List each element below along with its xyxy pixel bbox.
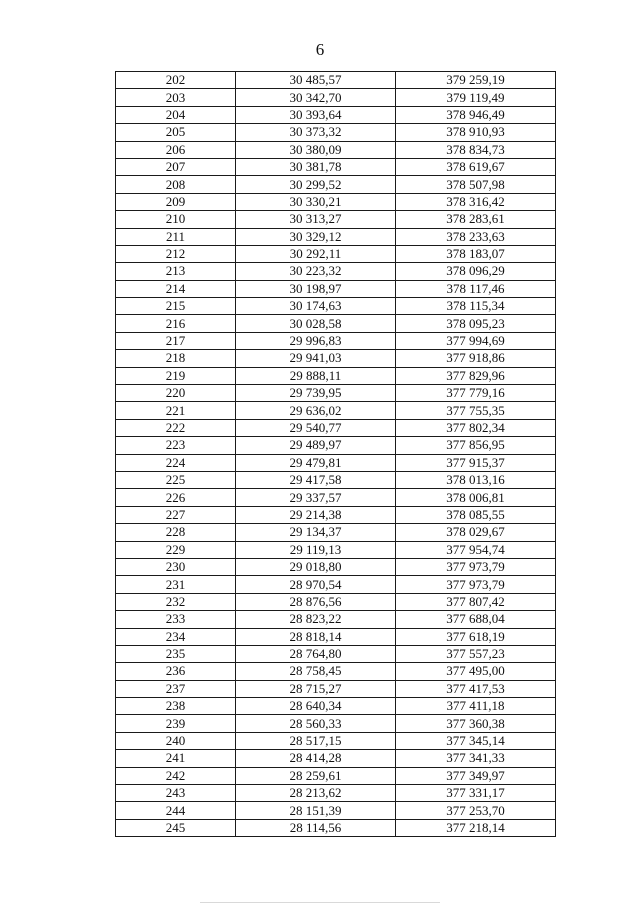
x-coordinate-cell: 28 640,34: [236, 698, 396, 715]
table-row: [116, 124, 556, 141]
x-coordinate-cell: 30 342,70: [236, 89, 396, 106]
table-row: [116, 106, 556, 123]
point-number-cell: 224: [116, 454, 236, 471]
table-row: [116, 593, 556, 610]
coordinates-table: [115, 71, 556, 837]
point-number-cell: 209: [116, 193, 236, 210]
x-coordinate-cell: 30 380,09: [236, 141, 396, 158]
y-coordinate-cell: 377 341,33: [396, 750, 556, 767]
point-number-cell: 240: [116, 732, 236, 749]
x-coordinate-cell: 28 259,61: [236, 767, 396, 784]
point-number-cell: 205: [116, 124, 236, 141]
point-number-cell: 208: [116, 176, 236, 193]
y-coordinate-cell: 378 029,67: [396, 524, 556, 541]
y-coordinate-cell: 378 910,93: [396, 124, 556, 141]
point-number-cell: 234: [116, 628, 236, 645]
y-coordinate-cell: 377 349,97: [396, 767, 556, 784]
table-row: [116, 767, 556, 784]
table-row: [116, 558, 556, 575]
x-coordinate-cell: 29 018,80: [236, 558, 396, 575]
table-row: [116, 72, 556, 89]
x-coordinate-cell: 30 313,27: [236, 211, 396, 228]
table-row: [116, 576, 556, 593]
table-row: [116, 193, 556, 210]
x-coordinate-cell: 29 540,77: [236, 419, 396, 436]
table-row: [116, 437, 556, 454]
point-number-cell: 238: [116, 698, 236, 715]
x-coordinate-cell: 29 337,57: [236, 489, 396, 506]
point-number-cell: 215: [116, 298, 236, 315]
y-coordinate-cell: 377 954,74: [396, 541, 556, 558]
point-number-cell: 231: [116, 576, 236, 593]
point-number-cell: 235: [116, 645, 236, 662]
table-body: [116, 72, 556, 837]
point-number-cell: 202: [116, 72, 236, 89]
y-coordinate-cell: 378 183,07: [396, 245, 556, 262]
table-row: [116, 454, 556, 471]
table-row: [116, 506, 556, 523]
table-row: [116, 750, 556, 767]
table-row: [116, 228, 556, 245]
x-coordinate-cell: 28 715,27: [236, 680, 396, 697]
y-coordinate-cell: 378 507,98: [396, 176, 556, 193]
y-coordinate-cell: 377 345,14: [396, 732, 556, 749]
x-coordinate-cell: 28 970,54: [236, 576, 396, 593]
point-number-cell: 213: [116, 263, 236, 280]
table-row: [116, 680, 556, 697]
y-coordinate-cell: 377 755,35: [396, 402, 556, 419]
y-coordinate-cell: 377 994,69: [396, 332, 556, 349]
table-row: [116, 298, 556, 315]
page-number: 6: [315, 40, 325, 59]
table-row: [116, 263, 556, 280]
point-number-cell: 239: [116, 715, 236, 732]
x-coordinate-cell: 29 214,38: [236, 506, 396, 523]
y-coordinate-cell: 378 117,46: [396, 280, 556, 297]
y-coordinate-cell: 377 218,14: [396, 819, 556, 836]
point-number-cell: 225: [116, 471, 236, 488]
table-row: [116, 211, 556, 228]
table-row: [116, 524, 556, 541]
x-coordinate-cell: 29 479,81: [236, 454, 396, 471]
table-row: [116, 158, 556, 175]
x-coordinate-cell: 30 330,21: [236, 193, 396, 210]
y-coordinate-cell: 377 331,17: [396, 785, 556, 802]
point-number-cell: 230: [116, 558, 236, 575]
table-row: [116, 698, 556, 715]
table-row: [116, 245, 556, 262]
x-coordinate-cell: 28 517,15: [236, 732, 396, 749]
table-row: [116, 802, 556, 819]
x-coordinate-cell: 30 393,64: [236, 106, 396, 123]
table-row: [116, 541, 556, 558]
y-coordinate-cell: 377 829,96: [396, 367, 556, 384]
x-coordinate-cell: 28 414,28: [236, 750, 396, 767]
point-number-cell: 228: [116, 524, 236, 541]
table-row: [116, 611, 556, 628]
y-coordinate-cell: 378 115,34: [396, 298, 556, 315]
point-number-cell: 233: [116, 611, 236, 628]
y-coordinate-cell: 378 095,23: [396, 315, 556, 332]
x-coordinate-cell: 30 223,32: [236, 263, 396, 280]
table-row: [116, 732, 556, 749]
table-row: [116, 419, 556, 436]
y-coordinate-cell: 377 918,86: [396, 350, 556, 367]
y-coordinate-cell: 379 119,49: [396, 89, 556, 106]
point-number-cell: 203: [116, 89, 236, 106]
x-coordinate-cell: 29 417,58: [236, 471, 396, 488]
y-coordinate-cell: 377 807,42: [396, 593, 556, 610]
point-number-cell: 218: [116, 350, 236, 367]
y-coordinate-cell: 379 259,19: [396, 72, 556, 89]
point-number-cell: 221: [116, 402, 236, 419]
x-coordinate-cell: 28 823,22: [236, 611, 396, 628]
point-number-cell: 244: [116, 802, 236, 819]
y-coordinate-cell: 377 802,34: [396, 419, 556, 436]
y-coordinate-cell: 377 856,95: [396, 437, 556, 454]
y-coordinate-cell: 377 973,79: [396, 576, 556, 593]
y-coordinate-cell: 377 557,23: [396, 645, 556, 662]
y-coordinate-cell: 377 360,38: [396, 715, 556, 732]
table-row: [116, 785, 556, 802]
y-coordinate-cell: 377 973,79: [396, 558, 556, 575]
y-coordinate-cell: 377 915,37: [396, 454, 556, 471]
y-coordinate-cell: 377 779,16: [396, 385, 556, 402]
x-coordinate-cell: 30 299,52: [236, 176, 396, 193]
x-coordinate-cell: 30 485,57: [236, 72, 396, 89]
x-coordinate-cell: 29 888,11: [236, 367, 396, 384]
point-number-cell: 245: [116, 819, 236, 836]
x-coordinate-cell: 29 119,13: [236, 541, 396, 558]
table-row: [116, 489, 556, 506]
x-coordinate-cell: 28 764,80: [236, 645, 396, 662]
table-row: [116, 663, 556, 680]
x-coordinate-cell: 28 213,62: [236, 785, 396, 802]
y-coordinate-cell: 378 096,29: [396, 263, 556, 280]
x-coordinate-cell: 30 174,63: [236, 298, 396, 315]
table-row: [116, 332, 556, 349]
x-coordinate-cell: 30 198,97: [236, 280, 396, 297]
table-row: [116, 315, 556, 332]
x-coordinate-cell: 29 941,03: [236, 350, 396, 367]
x-coordinate-cell: 29 739,95: [236, 385, 396, 402]
scan-artifact-line: [200, 902, 440, 903]
point-number-cell: 207: [116, 158, 236, 175]
table-row: [116, 715, 556, 732]
point-number-cell: 232: [116, 593, 236, 610]
table-row: [116, 645, 556, 662]
x-coordinate-cell: 29 636,02: [236, 402, 396, 419]
x-coordinate-cell: 28 114,56: [236, 819, 396, 836]
table-row: [116, 89, 556, 106]
x-coordinate-cell: 28 560,33: [236, 715, 396, 732]
table-row: [116, 628, 556, 645]
point-number-cell: 217: [116, 332, 236, 349]
point-number-cell: 241: [116, 750, 236, 767]
x-coordinate-cell: 29 489,97: [236, 437, 396, 454]
table-row: [116, 385, 556, 402]
y-coordinate-cell: 378 085,55: [396, 506, 556, 523]
x-coordinate-cell: 30 329,12: [236, 228, 396, 245]
x-coordinate-cell: 30 292,11: [236, 245, 396, 262]
point-number-cell: 222: [116, 419, 236, 436]
x-coordinate-cell: 28 151,39: [236, 802, 396, 819]
point-number-cell: 204: [116, 106, 236, 123]
point-number-cell: 212: [116, 245, 236, 262]
y-coordinate-cell: 378 013,16: [396, 471, 556, 488]
table-row: [116, 471, 556, 488]
table-row: [116, 141, 556, 158]
x-coordinate-cell: 30 381,78: [236, 158, 396, 175]
table-row: [116, 350, 556, 367]
coordinates-table-container: [115, 71, 556, 837]
y-coordinate-cell: 378 233,63: [396, 228, 556, 245]
point-number-cell: 242: [116, 767, 236, 784]
y-coordinate-cell: 377 417,53: [396, 680, 556, 697]
y-coordinate-cell: 377 253,70: [396, 802, 556, 819]
point-number-cell: 211: [116, 228, 236, 245]
y-coordinate-cell: 378 946,49: [396, 106, 556, 123]
point-number-cell: 226: [116, 489, 236, 506]
point-number-cell: 243: [116, 785, 236, 802]
y-coordinate-cell: 378 283,61: [396, 211, 556, 228]
point-number-cell: 214: [116, 280, 236, 297]
point-number-cell: 223: [116, 437, 236, 454]
table-row: [116, 280, 556, 297]
table-row: [116, 402, 556, 419]
y-coordinate-cell: 378 619,67: [396, 158, 556, 175]
point-number-cell: 206: [116, 141, 236, 158]
table-row: [116, 176, 556, 193]
y-coordinate-cell: 378 316,42: [396, 193, 556, 210]
table-row: [116, 819, 556, 836]
x-coordinate-cell: 30 028,58: [236, 315, 396, 332]
y-coordinate-cell: 377 688,04: [396, 611, 556, 628]
y-coordinate-cell: 378 006,81: [396, 489, 556, 506]
x-coordinate-cell: 29 134,37: [236, 524, 396, 541]
point-number-cell: 216: [116, 315, 236, 332]
y-coordinate-cell: 377 411,18: [396, 698, 556, 715]
y-coordinate-cell: 377 495,00: [396, 663, 556, 680]
point-number-cell: 227: [116, 506, 236, 523]
x-coordinate-cell: 28 818,14: [236, 628, 396, 645]
x-coordinate-cell: 30 373,32: [236, 124, 396, 141]
x-coordinate-cell: 28 876,56: [236, 593, 396, 610]
point-number-cell: 219: [116, 367, 236, 384]
table-row: [116, 367, 556, 384]
point-number-cell: 229: [116, 541, 236, 558]
y-coordinate-cell: 377 618,19: [396, 628, 556, 645]
x-coordinate-cell: 28 758,45: [236, 663, 396, 680]
y-coordinate-cell: 378 834,73: [396, 141, 556, 158]
point-number-cell: 237: [116, 680, 236, 697]
point-number-cell: 236: [116, 663, 236, 680]
point-number-cell: 210: [116, 211, 236, 228]
point-number-cell: 220: [116, 385, 236, 402]
x-coordinate-cell: 29 996,83: [236, 332, 396, 349]
